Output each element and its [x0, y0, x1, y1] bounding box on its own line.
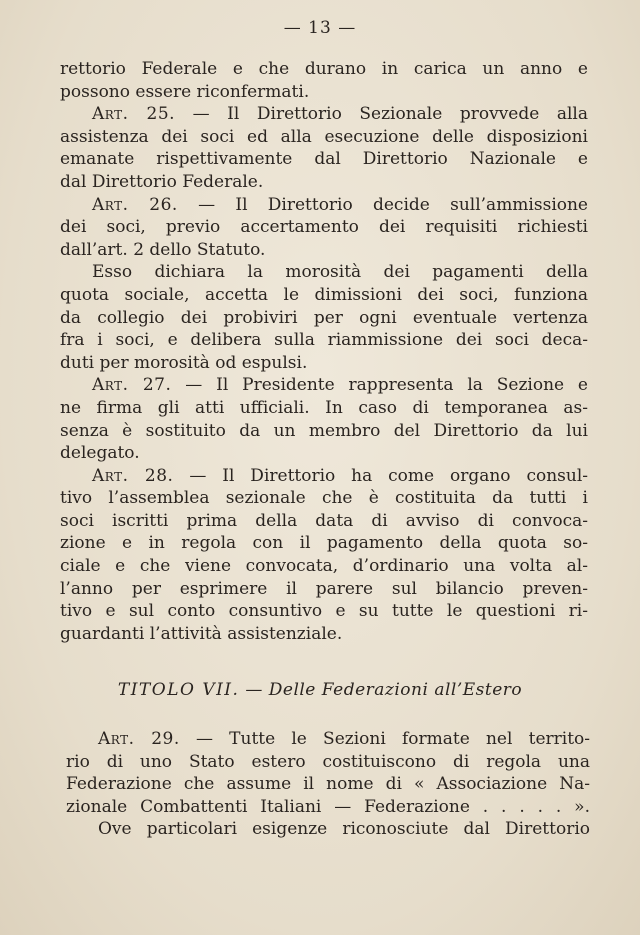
text-line: tivo l’assemblea sezionale che è costituita da tutti i	[60, 488, 588, 509]
text-line: delegato.	[60, 443, 140, 464]
text-line: rettorio Federale e che durano in carica un anno e	[60, 59, 588, 79]
text-line: dal Direttorio Federale.	[60, 171, 264, 192]
body-text-block	[60, 58, 588, 645]
text-line: ciale e che viene convocata, d’ordinario una volta al-	[60, 556, 588, 577]
text-line: l’anno per esprimere il parere sul bilancio preven-	[60, 578, 588, 599]
text-line: — Tutte le Sezioni formate nel territo-	[195, 729, 591, 749]
text-line: Esso dichiara la morosità dei pagamenti della	[92, 262, 588, 283]
article-26-paragraph	[60, 194, 588, 217]
text-line: duti per morosità od espulsi.	[60, 352, 308, 373]
text-line: — Il Presidente rappresenta la Sezione e	[185, 375, 588, 396]
article-label: Art. 26.	[92, 194, 178, 215]
text-line: assistenza dei soci ed alla esecuzione delle disposizioni	[60, 126, 588, 147]
text-line: rio di uno Stato estero costituiscono di regola una	[66, 751, 590, 772]
text-line: zionale Combattenti Italiani — Federazione . . . . . ».	[66, 796, 590, 817]
text-line: soci iscritti prima della data di avviso di convoca-	[60, 510, 588, 531]
text-line: da collegio dei probiviri per ogni eventuale vertenza	[60, 307, 588, 328]
text-line: — Il Direttorio decide sull’ammissione	[198, 194, 588, 215]
section-title-label: TITOLO VII.	[117, 680, 240, 700]
text-line: — Il Direttorio ha come organo consul-	[189, 465, 589, 486]
page-number: — 13 —	[283, 18, 357, 38]
text-line: guardanti l’attività assistenziale.	[60, 623, 343, 644]
text-line: emanate rispettivamente dal Direttorio Nazionale e	[60, 149, 588, 170]
article-25-paragraph	[60, 103, 588, 126]
text-line: Ove particolari esigenze riconosciute dal Direttorio	[98, 819, 590, 840]
article-27-paragraph	[60, 374, 588, 397]
section-title	[0, 680, 640, 700]
text-line: tivo e sul conto consuntivo e su tutte le questioni ri-	[60, 601, 588, 622]
text-line: dall’art. 2 dello Statuto.	[60, 239, 266, 260]
text-line: fra i soci, e delibera sulla riammissione dei soci deca-	[60, 330, 588, 351]
text-line: ne firma gli atti ufficiali. In caso di temporanea as-	[60, 397, 588, 418]
article-label: Art. 25.	[92, 104, 176, 125]
article-28-paragraph	[60, 465, 588, 488]
text-line: Federazione che assume il nome di « Associazione Na-	[66, 774, 590, 795]
article-29-block	[66, 728, 590, 841]
article-label: Art. 27.	[92, 375, 172, 396]
text-line: possono essere riconfermati.	[60, 81, 310, 102]
text-line: zione e in regola con il pagamento della quota so-	[60, 533, 588, 554]
article-label: Art. 29.	[98, 729, 180, 749]
text-line: dei soci, previo accertamento dei requisiti richiesti	[60, 217, 588, 238]
article-label: Art. 28.	[92, 465, 174, 486]
text-line: senza è sostituito da un membro del Direttorio da lui	[60, 420, 588, 441]
section-title-text: — Delle Federazioni all’Estero	[245, 680, 523, 700]
text-line: — Il Direttorio Sezionale provvede alla	[192, 104, 588, 125]
text-line: quota sociale, accetta le dimissioni dei soci, funziona	[60, 284, 588, 305]
article-29-paragraph	[66, 728, 590, 751]
